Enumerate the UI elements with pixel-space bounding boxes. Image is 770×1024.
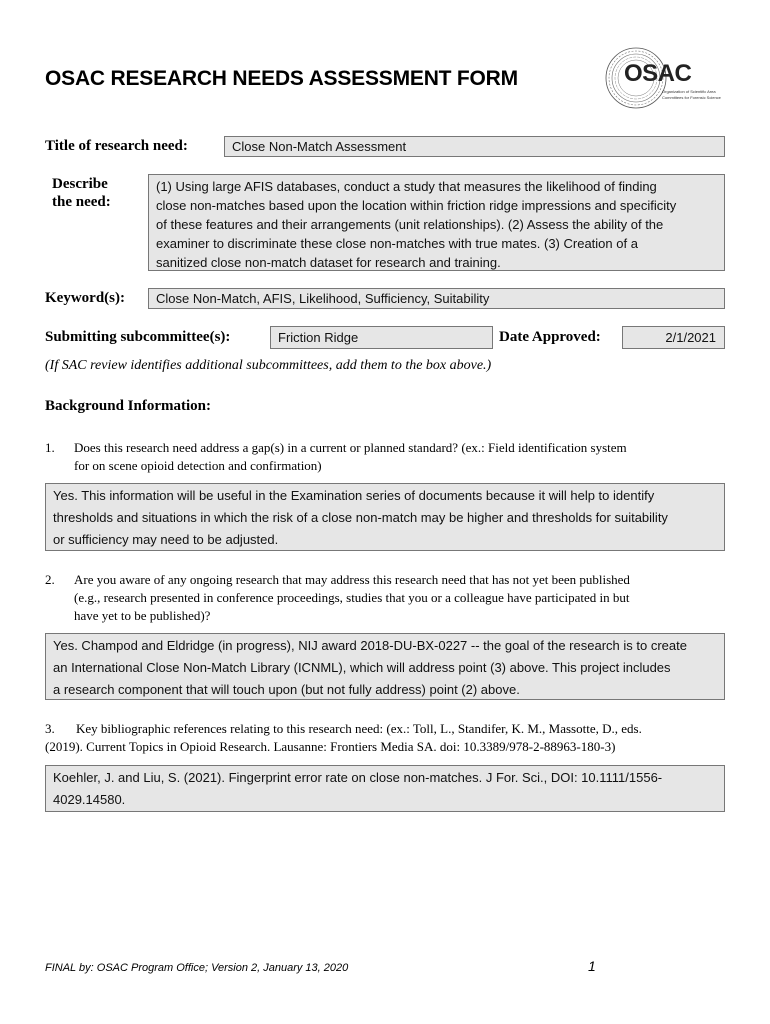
logo-subtext: Organization of Scientific Area bbox=[662, 89, 716, 94]
question-line: Does this research need address a gap(s) in a current or planned standard? (ex.: Field identification system bbox=[74, 440, 627, 455]
answer-3-field[interactable] bbox=[45, 765, 725, 812]
question-text bbox=[74, 439, 627, 475]
date-approved-label: Date Approved: bbox=[499, 329, 601, 345]
describe-line: (1) Using large AFIS databases, conduct a study that measures the likelihood of finding bbox=[156, 179, 657, 194]
answer-line: 4029.14580. bbox=[53, 792, 126, 807]
question-line: (2019). Current Topics in Opioid Research. Lausanne: Frontiers Media SA. doi: 10.3389/978-2-88963-180-3) bbox=[45, 739, 616, 754]
sac-note: (If SAC review identifies additional subcommittees, add them to the box above.) bbox=[45, 358, 492, 373]
answer-line: a research component that will touch upon (but not fully address) point (2) above. bbox=[53, 682, 520, 697]
answer-line: Koehler, J. and Liu, S. (2021). Fingerprint error rate on close non-matches. J For. Sci., DOI: 10.1111/1556- bbox=[53, 770, 663, 785]
logo-text: OSAC bbox=[624, 60, 692, 87]
describe-line: sanitized close non-match dataset for research and training. bbox=[156, 255, 501, 270]
answer-1-field[interactable] bbox=[45, 483, 725, 551]
keywords-field[interactable]: Close Non-Match, AFIS, Likelihood, Sufficiency, Suitability bbox=[148, 288, 725, 309]
question-text bbox=[74, 571, 630, 625]
describe-label: the need: bbox=[52, 194, 111, 210]
question-line: (e.g., research presented in conference proceedings, studies that you or a colleague have participated in but bbox=[74, 590, 630, 605]
answer-line: Yes. This information will be useful in the Examination series of documents because it will help to identify bbox=[53, 488, 655, 503]
describe-field[interactable] bbox=[148, 174, 725, 271]
question-number: 1. bbox=[45, 440, 55, 455]
subcommittee-field[interactable]: Friction Ridge bbox=[270, 326, 493, 349]
answer-line: Yes. Champod and Eldridge (in progress), NIJ award 2018-DU-BX-0227 -- the goal of the research is to create bbox=[53, 638, 687, 653]
title-field[interactable]: Close Non-Match Assessment bbox=[224, 136, 725, 157]
osac-logo bbox=[604, 46, 730, 110]
answer-line: or sufficiency may need to be adjusted. bbox=[53, 532, 279, 547]
question-line: Key bibliographic references relating to this research need: (ex.: Toll, L., Standifer, K. M., Massotte, D., eds. bbox=[76, 721, 642, 736]
date-approved-field[interactable]: 2/1/2021 bbox=[622, 326, 725, 349]
background-heading: Background Information: bbox=[45, 398, 211, 414]
answer-line: thresholds and situations in which the risk of a close non-match may be higher and thresholds for suitability bbox=[53, 510, 668, 525]
answer-2-field[interactable] bbox=[45, 633, 725, 700]
question-3 bbox=[45, 720, 735, 756]
title-label: Title of research need: bbox=[45, 138, 188, 154]
page-title: OSAC RESEARCH NEEDS ASSESSMENT FORM bbox=[45, 67, 518, 90]
question-number: 2. bbox=[45, 572, 55, 587]
logo-subtext: Committees for Forensic Science bbox=[662, 95, 721, 100]
subcommittee-label: Submitting subcommittee(s): bbox=[45, 329, 231, 345]
describe-line: of these features and their arrangements (unit relationships). (2) Assess the ability of the bbox=[156, 217, 664, 232]
footer-text: FINAL by: OSAC Program Office; Version 2, January 13, 2020 bbox=[45, 962, 349, 974]
question-line: have yet to be published)? bbox=[74, 608, 211, 623]
question-number: 3. bbox=[45, 721, 55, 736]
question-1 bbox=[45, 439, 725, 475]
describe-line: examiner to discriminate these close non-matches with true mates. (3) Creation of a bbox=[156, 236, 638, 251]
keywords-label: Keyword(s): bbox=[45, 290, 125, 306]
question-2 bbox=[45, 571, 725, 625]
question-line: Are you aware of any ongoing research that may address this research need that has not yet been published bbox=[74, 572, 630, 587]
answer-line: an International Close Non-Match Library (ICNML), which will address point (3) above. This project includes bbox=[53, 660, 671, 675]
page-number: 1 bbox=[588, 958, 596, 974]
question-line: for on scene opioid detection and confirmation) bbox=[74, 458, 322, 473]
describe-label: Describe bbox=[52, 176, 108, 192]
describe-line: close non-matches based upon the location within friction ridge impressions and specificity bbox=[156, 198, 677, 213]
